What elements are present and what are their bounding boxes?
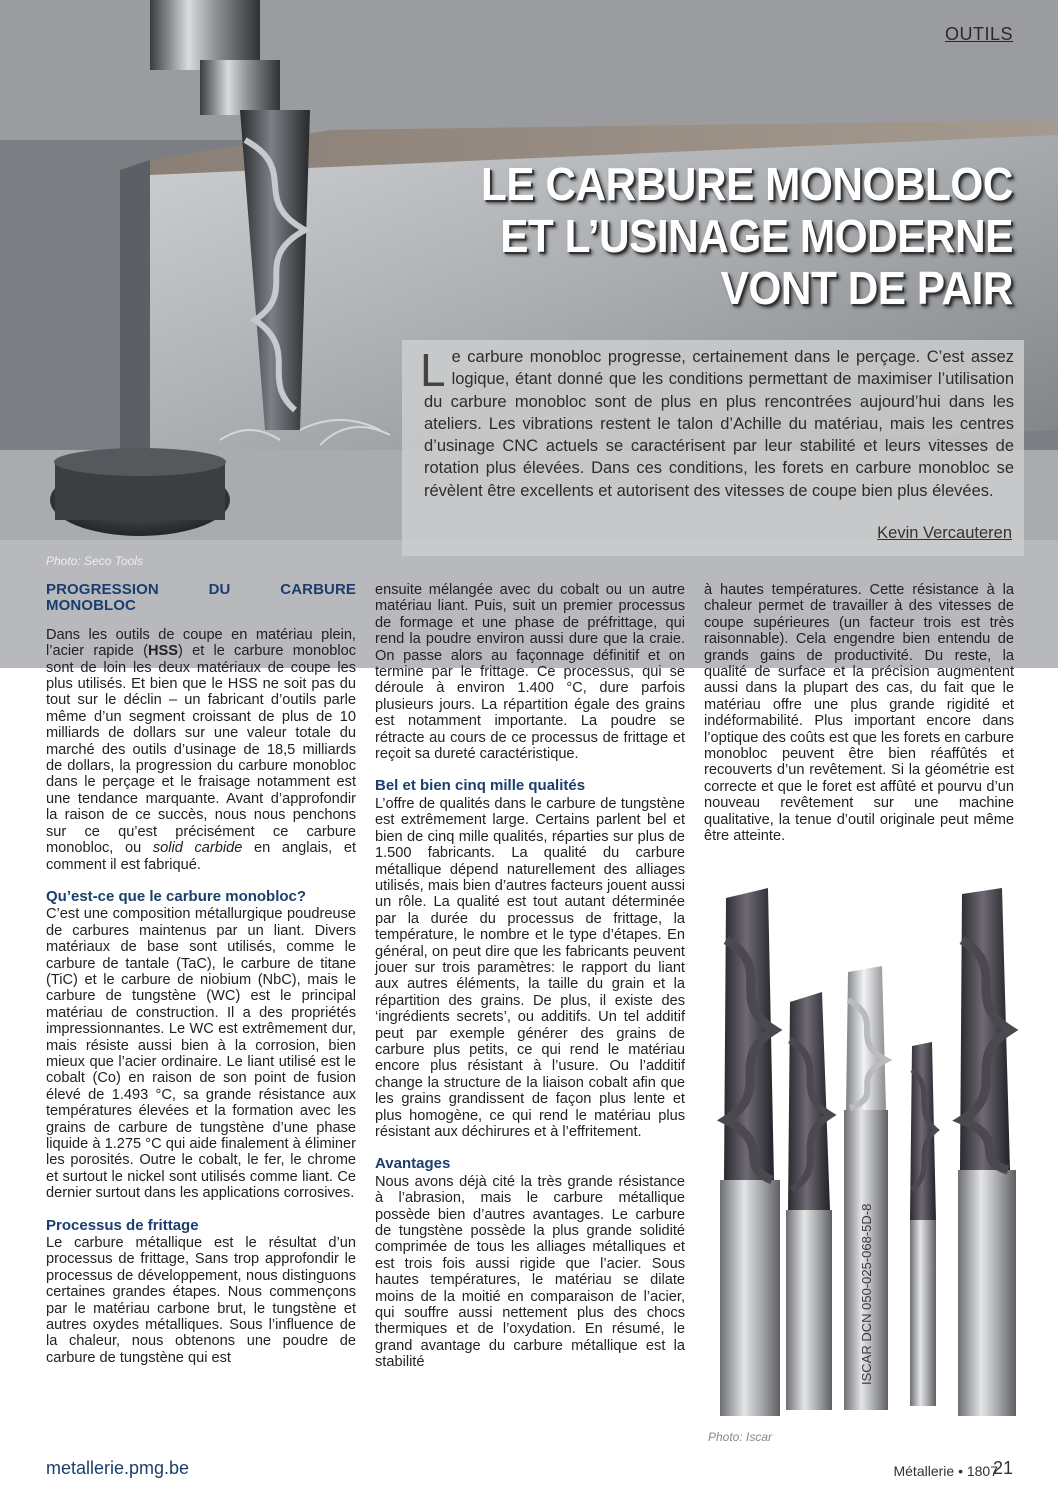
paragraph-intro: Dans les outils de coupe en matériau plein, l’acier rapide (HSS) et le carbure monobloc sont de loin les deux matériaux de coupe les plus utilisés. Et bien que le HSS ne soit pas du tout sur le déclin – un fabricant d’outils parle même d’un segment croissant de plus de 10 milliards de dollars sur une valeur totale du marché des outils d’usinage de 18,5 milliards de dollars, la progression du carbure monobloc dans le perçage et le fraisage notamment est une tendance marquante. Avant d’approfondir la raison de ce succès, nous nous penchons sur ce qu’est précisément ce carbure monobloc, ou solid carbide en anglais, et comment il est fabriqué.	[46, 626, 357, 873]
paragraph-advantages: Nous avons déjà cité la très grande résistance à l’abrasion, mais le carbure métallique possède bien d’autres avantages. Le carbure de tungstène possède la plus grande solidité comprimée de tous les alliages métalliques et est trois fois aussi rigide que l’acier. Sous hautes températures, le matériau se dilate moins de la moitié en comparaison de l’acier, qui souffre aussi nettement plus des chocs thermiques et de l’oxydation. En résumé, le grand avantage du carbure métallique est la stabilité	[375, 1173, 685, 1371]
paragraph-what: C’est une composition métallurgique poudreuse de carbures maintenus par un liant. Divers matériaux de base sont utilisés, comme le carbure de tantale (TaC), le carbure de titane (TiC) et le carbure de niobium (NbC), mais le carbure de tungstène (WC) est le principal matériau de construction. Il a des propriétés impressionnantes. Le WC est extrêmement dur, mais résiste aussi bien à la corrosion, bien mieux que l’acier ordinaire. Le liant utilisé est le cobalt (Co) en raison de son point de fusion élevé de 1.493 °C, sa grande résistance aux températures élevées et la formation avec les grains de carbure de tungstène d’une phase liquide à 1.275 °C qui aide finalement à éliminer les porosités. Outre le cobalt, le fer, le chrome et surtout le nickel sont utilisés comme liant. Ce dernier surtout dans les applications corrosives.	[46, 906, 356, 1202]
subheading-sintering: Processus de frittage	[46, 1216, 199, 1234]
section-tag: OUTILS	[944, 24, 1013, 44]
machining-illustration	[0, 0, 1058, 668]
author-name: Kevin Vercauteren	[877, 523, 1012, 542]
title-line-1: LE CARBURE MONOBLOC	[480, 158, 1014, 210]
column-1	[46, 582, 356, 1366]
drills-photo	[706, 880, 1022, 1432]
intro-text: e carbure monobloc progresse, certainement dans le perçage. C’est assez logique, étant donné que les conditions permettant de maximiser l’utilisation du carbure monobloc sont de plus en plus rencontrées aujourd’hui dans les ateliers. Les vibrations restent le talon d’Achille du matériau, mais les centres d’usinage CNC actuels se caractérisent par leur stabilité et leurs vitesses de rotation plus élevées. Dans ces conditions, les forets en carbure monobloc se révèlent être excellents et autorisent des vitesses de coupe bien plus élevées.	[424, 348, 1014, 500]
title-line-3: VONT DE PAIR	[720, 262, 1013, 314]
page-number: 21	[992, 1458, 1013, 1478]
drop-cap: L	[420, 344, 446, 396]
paragraph-grades: L’offre de qualités dans le carbure de tungstène est extrêmement large. Certains parlent bel et bien de cinq mille qualités, réparties sur plus de 1.500 fabricants. La qualité du carbure métallique dépend naturellement des alliages utilisés, mais bien d’autres facteurs jouent aussi un rôle. La qualité est tout autant déterminée par la durée du processus de frittage, la température, le nombre et le type d’étapes. En général, on peut dire que les fabricants peuvent jouer sur trois paramètres: le rapport du liant aux autres éléments, la taille du grain et la répartition des grains. De plus, il existe des ‘ingrédients secrets’, ou additifs. Un tel additif peut par exemple générer des grains de carbure plus petits, ce qui rend le matériau encore plus résistant à l’usure. Ou l’additif change la structure de la liaison cobalt afin que les grains grandissent de façon plus lente et plus homogène, ce qui rend le matériau plus résistant aux déchirures et à l’effritement.	[375, 795, 685, 1140]
section-heading: PROGRESSION DU CARBURE MONOBLOC	[46, 581, 356, 615]
intro-box	[402, 340, 1024, 556]
drill-engraving: ISCAR DCN 050-025-068-5D-8	[859, 1203, 874, 1385]
paragraph-sintering-cont: ensuite mélangée avec du cobalt ou un autre matériau liant. Puis, suit un premier processus de formage et une phase de préfrittage, qui rend la poudre environ aussi dure que la craie. On passe alors au façonnage définitif et on termine par le frittage. Ce processus, qui se déroule à environ 1.400 °C, dure parfois plusieurs jours. La répartition égale des grains est notamment importante. La poudre se rétracte au cours de ce processus de frittage et reçoit sa dureté caractéristique.	[375, 582, 685, 763]
footer-website-link[interactable]: metallerie.pmg.be	[46, 1458, 190, 1478]
title-line-2: ET L’USINAGE MODERNE	[500, 210, 1013, 262]
subheading-what: Qu’est-ce que le carbure monobloc?	[46, 887, 307, 905]
hero-photo-credit: Photo: Seco Tools	[46, 554, 143, 568]
subheading-advantages: Avantages	[375, 1155, 451, 1173]
carbide-drills-illustration	[706, 880, 1022, 1432]
column-3	[704, 582, 1014, 845]
hero-photo	[0, 0, 1058, 668]
paragraph-advantages-cont: à hautes températures. Cette résistance à la chaleur permet de travailler à des vitesses de coupe supérieures (un facteur trois est très raisonnable). Cela engendre bien entendu de grands gains de productivité. Du reste, la qualité de surface et la précision augmentent aussi dans la plupart des cas, du fait que le matériau offre une plus grande rigidité et indéformabilité. Plus important encore dans l’optique des coûts est que les forets en carbure monobloc peuvent être bien réaffûtés et recouverts d’un revêtement. Si la géométrie est correcte et que le foret est affûté et pourvu d’un nouveau revêtement sur une machine qualitative, la tenue d’outil originale peut même être atteinte.	[704, 582, 1014, 845]
article-title	[369, 158, 1013, 314]
subheading-grades: Bel et bien cinq mille qualités	[375, 777, 586, 795]
footer-magazine-issue: Métallerie • 1807	[893, 1463, 998, 1479]
column-2	[375, 582, 685, 1371]
hss-term: HSS	[147, 643, 178, 660]
solid-carbide-term: solid carbide	[152, 840, 243, 857]
drills-photo-credit: Photo: Iscar	[708, 1430, 773, 1444]
paragraph-sintering: Le carbure métallique est le résultat d’un processus de frittage, Sans trop approfondir le processus de développement, nous distinguons certaines grandes étapes. Nous commençons par le matériau carbone brut, le tungstène et autres oxydes métalliques. Sous l’influence de la chaleur, nous obtenons une poudre de carbure de tungstène qui est	[46, 1235, 356, 1366]
